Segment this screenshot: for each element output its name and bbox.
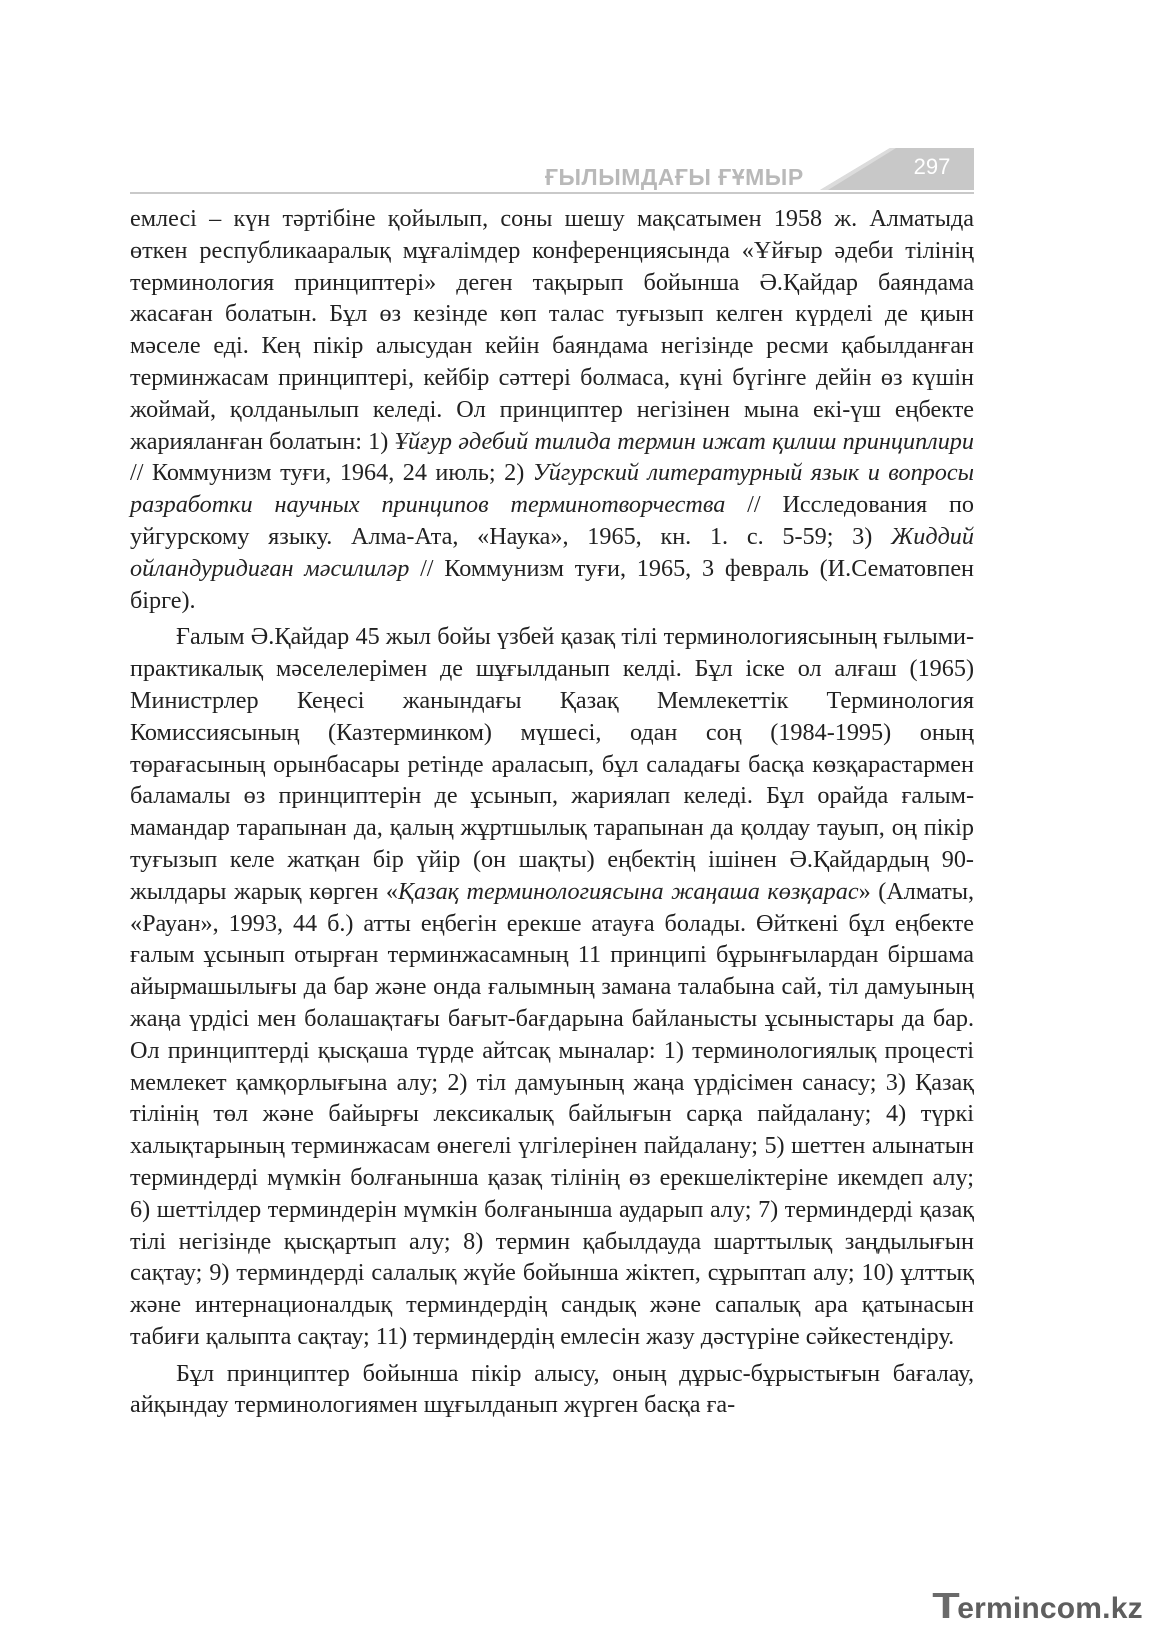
italic-title: Ұйғур әдебий тилида термин ижат қилиш принциплири xyxy=(394,427,974,455)
page-number: 297 xyxy=(913,154,951,179)
text-run: Ғалым Ә.Қайдар 45 жыл бойы үзбей қазақ тілі терминологиясының ғылыми-практикалық мәселелерімен де шұғылданып келді. Бұл іске ол алғаш (1965) Министрлер Кеңесі жанындағы Қазақ Мемлекеттік Терминология Комиссиясының (Казтерминком) мүшесі, одан соң (1984-1995) оның төрағасының орынбасары ретінде араласып, бұл саладағы басқа көзқарастармен баламалы өз принциптерін де ұсынып, жариялап келеді. Бұл орайда ғалым-мамандар тарапынан да, қалың жұртшылық тарапынан да қолдау тауып, оң пікір туғызып келе жатқан бір үйір (он шақты) еңбектің ішінен Ә.Қайдардың 90-жылдары жарық көрген « xyxy=(130,623,974,905)
text-run: // Коммунизм туғи, 1965, 3 февраль (И.Сематовпен бірге). xyxy=(130,554,974,614)
text-run: // Исследования по уйгурскому языку. Алма-Ата, «Наука», 1965, кн. 1. с. 5-59; 3) xyxy=(130,491,975,550)
body-text xyxy=(130,203,974,1421)
italic-title: Қазақ терминологиясына жаңаша көзқарас xyxy=(397,877,859,905)
running-header xyxy=(130,148,974,194)
watermark-initial: T xyxy=(932,1585,960,1626)
italic-title: Жиддий ойландуридиған мәсилиләр xyxy=(130,522,974,582)
text-run: » (Алматы, «Рауан», 1993, 44 б.) атты еңбегін ерекше атауға болады. Өйткені бұл еңбекте ғалым ұсынып отырған терминжасамның 11 принципі бұрынғылардан біршама айырмашылығы да бар және онда ғалымның замана талабына сай, тіл дамуының жаңа үрдісі мен болашақтағы бағыт-бағдарына байланысты ұсыныстары да бар. Ол принциптерді қысқаша түрде айтсақ мыналар: 1) терминологиялық процесті мемлекет қамқорлығына алу; 2) тіл дамуының жаңа үрдісімен санасу; 3) Қазақ тілінің төл және байырғы лексикалық байлығын сарқа пайдалану; 4) түркі халықтарының терминжасам өнегелі үлгілерінен пайдалану; 5) шеттен алынатын терминдерді мүмкін болғанынша қазақ тілінің өз ерекшеліктеріне икемдеп алу; 6) шеттілдер терминдерін мүмкін болғанынша аударып алу; 7) терминдерді қазақ тілі негізінде қысқартып алу; 8) термин қабылдауда шарттылық заңдылығын сақтау; 9) терминдерді салалық жүйе бойынша жіктеп, сұрыптап алу; 10) ұлттық және интернационалдық терминдердің сандық және сапалық ара қатынасын табиғи қалыпта сақтау; 11) терминдердің емлесін жазу дәстүріне сәйкестендіру. xyxy=(130,877,974,1350)
site-watermark xyxy=(932,1585,1143,1627)
header-rule xyxy=(130,192,974,194)
running-header-title: ҒЫЛЫМДАҒЫ ҒҰМЫР xyxy=(545,164,804,190)
paragraph xyxy=(130,621,974,1352)
text-run: емлесі – күн тәртібіне қойылып, соны шешу мақсатымен 1958 ж. Алматыда өткен республикааралық мұғалімдер конференциясында «Ұйғыр әдеби тілінің терминология принциптері» деген тақырып бойынша Ә.Қайдар баяндама жасаған болатын. Бұл өз кезінде көп талас туғызып келген күрделі де қиын мәселе еді. Кең пікір алысудан кейін баяндама негізінде ресми қабылданған терминжасам принциптері, кейбір сәттері болмаса, күні бүгінге дейін өз күшін жоймай, қолданылып келеді. Ол принциптер негізінен мына екі-үш еңбекте жарияланған болатын: 1) xyxy=(130,205,974,455)
text-run: // Коммунизм туғи, 1964, 24 июль; 2) xyxy=(130,459,533,487)
paragraph xyxy=(130,203,974,616)
watermark-text: ermincom.kz xyxy=(957,1592,1143,1625)
text-run: Бұл принциптер бойынша пікір алысу, оның дұрыс-бұрыстығын бағалау, айқындау терминологиямен шұғылданып жүрген басқа ға- xyxy=(130,1359,974,1419)
italic-title: Уйгурский литературный язык и вопросы разработки научных принципов терминотворчества xyxy=(130,459,974,519)
paragraph xyxy=(130,1358,974,1422)
